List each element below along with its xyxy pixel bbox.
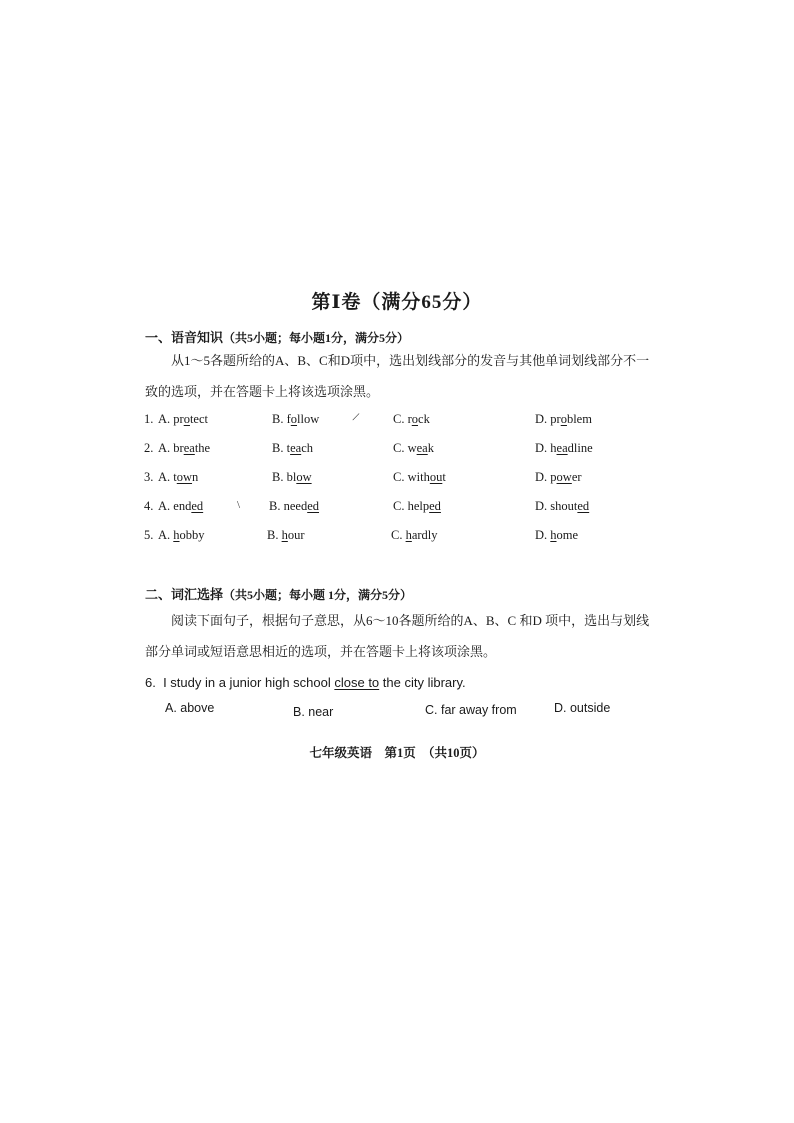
question-number: 4. — [144, 499, 154, 513]
question-6-number: 6. — [145, 675, 156, 690]
underlined-letters: ow — [556, 470, 572, 484]
paper-title: 第Ⅰ卷（满分65分） — [311, 292, 483, 313]
question-6-option-d: D. outside — [554, 701, 611, 715]
question-3-option-d — [535, 470, 582, 485]
option-letter: A. — [158, 470, 171, 484]
section2-heading — [145, 584, 412, 603]
question-2-option-a — [158, 441, 210, 456]
question-5-option-d — [535, 528, 578, 543]
question-6-options — [165, 701, 625, 721]
word-suffix: obby — [179, 528, 205, 542]
question-3-option-c — [393, 470, 446, 485]
question-4-option-c — [393, 499, 441, 514]
underlined-letters: ow — [296, 470, 312, 484]
underlined-letters: ed — [191, 499, 204, 513]
underlined-letters: o — [290, 412, 298, 426]
underlined-letters: ow — [176, 470, 193, 484]
section1-heading-note: （共5小题；每小题1分，满分5分） — [223, 331, 410, 345]
question-6-underlined-phrase: close to — [334, 675, 380, 690]
question-6-stem-pre: I study in a junior high school — [163, 675, 335, 690]
underlined-letters: h — [550, 528, 557, 542]
option-letter: C. — [393, 499, 405, 513]
word-prefix: shout — [550, 499, 578, 513]
word-suffix: k — [427, 441, 434, 455]
question-1-row — [144, 412, 664, 432]
word-suffix: ardly — [411, 528, 438, 542]
question-1-option-b — [272, 412, 319, 427]
question-2-option-c — [393, 441, 434, 456]
underlined-letters: ea — [416, 441, 428, 455]
section2-instruction-line1: 阅读下面句子，根据句子意思，从6～10各题所给的A、B、C 和D 项中，选出与划线 — [171, 613, 650, 628]
word-prefix: with — [407, 470, 430, 484]
option-letter: D. — [535, 412, 548, 426]
word-prefix: r — [407, 412, 412, 426]
option-letter: B. — [269, 499, 281, 513]
section2-heading-note: （共5小题；每小题 1分，满分5分） — [223, 588, 413, 602]
section1-instruction — [145, 345, 665, 407]
option-letter: D. — [535, 470, 548, 484]
option-letter: D. — [535, 441, 548, 455]
pen-mark: \ — [237, 499, 241, 511]
question-5-option-a — [158, 528, 205, 543]
option-letter: B. — [272, 470, 284, 484]
word-suffix: blem — [566, 412, 592, 426]
question-2-option-b — [272, 441, 313, 456]
question-number: 1. — [144, 412, 154, 426]
underlined-letters: ed — [577, 499, 590, 513]
question-2-row — [144, 441, 664, 461]
option-letter: A. — [158, 499, 171, 513]
word-prefix: w — [407, 441, 417, 455]
word-suffix: the — [194, 441, 211, 455]
word-prefix: help — [407, 499, 430, 513]
option-letter: C. — [391, 528, 403, 542]
word-prefix: pr — [173, 412, 184, 426]
question-5-option-b — [267, 528, 305, 543]
question-1-option-a — [158, 412, 208, 427]
section1-heading — [145, 327, 409, 346]
pen-mark: / — [351, 408, 361, 425]
word-suffix: ome — [556, 528, 579, 542]
question-4-option-d — [535, 499, 589, 514]
word-suffix: ck — [418, 412, 430, 426]
option-letter: C. — [393, 412, 405, 426]
word-suffix: dline — [567, 441, 593, 455]
question-number: 5. — [144, 528, 154, 542]
underlined-letters: o — [560, 412, 567, 426]
underlined-letters: o — [183, 412, 190, 426]
question-3-row — [144, 470, 664, 490]
word-suffix: n — [192, 470, 199, 484]
question-6-stem — [145, 675, 466, 690]
word-suffix: ch — [301, 441, 313, 455]
section2-instruction — [145, 605, 665, 667]
underlined-letters: h — [281, 528, 288, 542]
question-number: 2. — [144, 441, 154, 455]
question-3-option-b — [272, 470, 312, 485]
option-letter: B. — [267, 528, 279, 542]
word-prefix: pr — [550, 412, 561, 426]
question-1-option-d — [535, 412, 592, 427]
section2-heading-label: 二、词汇选择 — [145, 587, 224, 602]
page-footer: 七年级英语 第1页 （共10页） — [309, 746, 485, 760]
option-letter: B. — [272, 412, 284, 426]
option-letter: C. — [393, 470, 405, 484]
word-prefix: br — [173, 441, 184, 455]
question-3-option-a — [158, 470, 198, 485]
underlined-letters: ou — [429, 470, 443, 484]
question-6-option-b: B. near — [293, 705, 334, 719]
underlined-letters: ea — [183, 441, 195, 455]
option-letter: B. — [272, 441, 284, 455]
question-5-row — [144, 528, 664, 548]
option-letter: A. — [158, 412, 171, 426]
question-number: 3. — [144, 470, 154, 484]
section1-heading-label: 一、语音知识 — [145, 330, 224, 345]
underlined-letters: h — [173, 528, 180, 542]
option-letter: A. — [158, 528, 171, 542]
underlined-letters: ea — [290, 441, 302, 455]
section1-instruction-line2: 致的选项，并在答题卡上将该选项涂黑。 — [145, 384, 380, 399]
word-prefix: need — [283, 499, 308, 513]
word-prefix: p — [550, 470, 557, 484]
question-6-option-a: A. above — [165, 701, 215, 715]
word-prefix: bl — [286, 470, 297, 484]
option-letter: D. — [535, 528, 548, 542]
question-6-option-c: C. far away from — [425, 703, 517, 717]
question-1-option-c — [393, 412, 430, 427]
question-5-option-c — [391, 528, 438, 543]
word-suffix: er — [571, 470, 582, 484]
option-letter: C. — [393, 441, 405, 455]
word-suffix: llow — [297, 412, 320, 426]
word-suffix: tect — [189, 412, 208, 426]
underlined-letters: o — [411, 412, 419, 426]
word-prefix: f — [286, 412, 291, 426]
question-4-row — [144, 499, 664, 519]
question-4-option-b — [269, 499, 319, 514]
word-prefix: t — [173, 470, 177, 484]
section2-instruction-line2: 部分单词或短语意思相近的选项，并在答题卡上将该项涂黑。 — [145, 644, 497, 659]
question-6-stem-post: the city library. — [379, 675, 466, 690]
question-2-option-d — [535, 441, 593, 456]
option-letter: D. — [535, 499, 548, 513]
option-letter: A. — [158, 441, 171, 455]
underlined-letters: ed — [307, 499, 320, 513]
word-prefix: t — [286, 441, 291, 455]
underlined-letters: ed — [429, 499, 441, 513]
word-prefix: end — [173, 499, 192, 513]
word-suffix: our — [287, 528, 305, 542]
question-4-option-a — [158, 499, 203, 514]
underlined-letters: h — [405, 528, 412, 542]
word-prefix: h — [550, 441, 557, 455]
word-suffix: t — [442, 470, 446, 484]
section1-instruction-line1: 从1～5各题所给的A、B、C和D项中，选出划线部分的发音与其他单词划线部分不一 — [171, 353, 650, 368]
underlined-letters: ea — [556, 441, 568, 455]
